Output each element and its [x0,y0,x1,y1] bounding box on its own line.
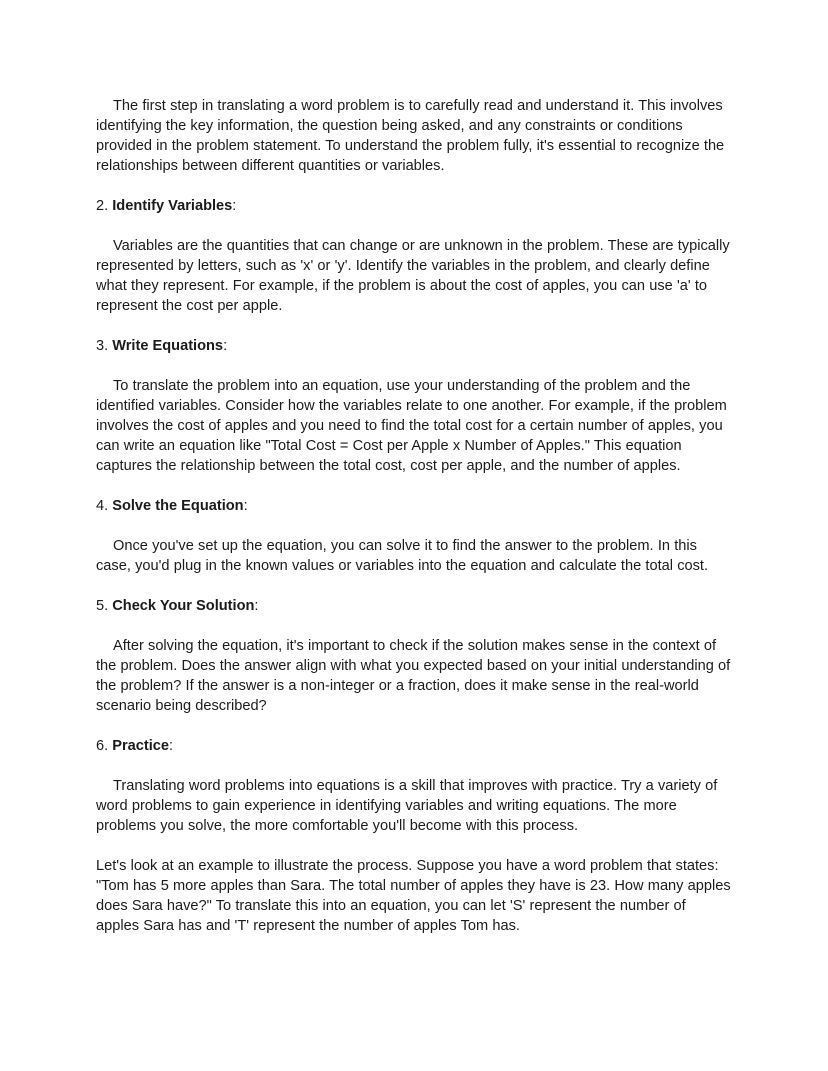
section-colon-4: : [243,498,248,514]
section-title-3: Write Equations [112,338,224,354]
section-body-solve-the-equation: Once you've set up the equation, you can solve it to find the answer to the problem. In this case, you'd plug in the known values or variables into the equation and calculate the total cost. [96,538,709,574]
section-colon-5: : [254,598,259,614]
section-heading-solve-the-equation [96,496,732,516]
section-colon-2: : [232,198,237,214]
section-heading-identify-variables [96,196,732,216]
section-colon-6: : [169,738,174,754]
section-number-6: 6. [96,738,109,754]
section-heading-write-equations [96,336,732,356]
section-body-practice: Translating word problems into equations is a skill that improves with practice. Try a variety of word problems to gain experience in identifying variables and writing equations. The more problems you solve, the more comfortable you'll become with this process. [96,778,718,834]
section-body-identify-variables: Variables are the quantities that can change or are unknown in the problem. These are typically represented by letters, such as 'x' or 'y'. Identify the variables in the problem, and clearly define what they represent. For example, if the problem is about the cost of apples, you can use 'a' to represent the cost per apple. [96,238,730,314]
section-heading-practice [96,736,732,756]
section-body-check-your-solution: After solving the equation, it's important to check if the solution makes sense in the context of the problem. Does the answer align with what you expected based on your initial understanding of the problem? If the answer is a non-integer or a fraction, does it make sense in the real-world scenario being described? [96,638,731,714]
section-title-4: Solve the Equation [112,498,244,514]
example-paragraph: Let's look at an example to illustrate the process. Suppose you have a word problem that states: "Tom has 5 more apples than Sara. The total number of apples they have is 23. How many apples does Sara have?" To translate this into an equation, you can let 'S' represent the number of apples Sara has and 'T' represent the number of apples Tom has. [96,858,731,934]
section-number-4: 4. [96,498,109,514]
section-number-2: 2. [96,198,109,214]
document-text-column [96,96,732,956]
section-title-5: Check Your Solution [112,598,255,614]
section-number-5: 5. [96,598,109,614]
section-colon-3: : [223,338,228,354]
section-heading-check-your-solution [96,596,732,616]
section-title-2: Identify Variables [112,198,233,214]
section-title-6: Practice [112,738,170,754]
intro-paragraph: The first step in translating a word problem is to carefully read and understand it. This involves identifying the key information, the question being asked, and any constraints or conditions provided in the problem statement. To understand the problem fully, it's essential to recognize the relationships between different quantities or variables. [96,98,725,174]
section-number-3: 3. [96,338,109,354]
section-body-write-equations: To translate the problem into an equation, use your understanding of the problem and the identified variables. Consider how the variables relate to one another. For example, if the problem involves the cost of apples and you need to find the total cost for a certain number of apples, you can write an equation like "Total Cost = Cost per Apple x Number of Apples." This equation captures the relationship between the total cost, cost per apple, and the number of apples. [96,378,727,474]
